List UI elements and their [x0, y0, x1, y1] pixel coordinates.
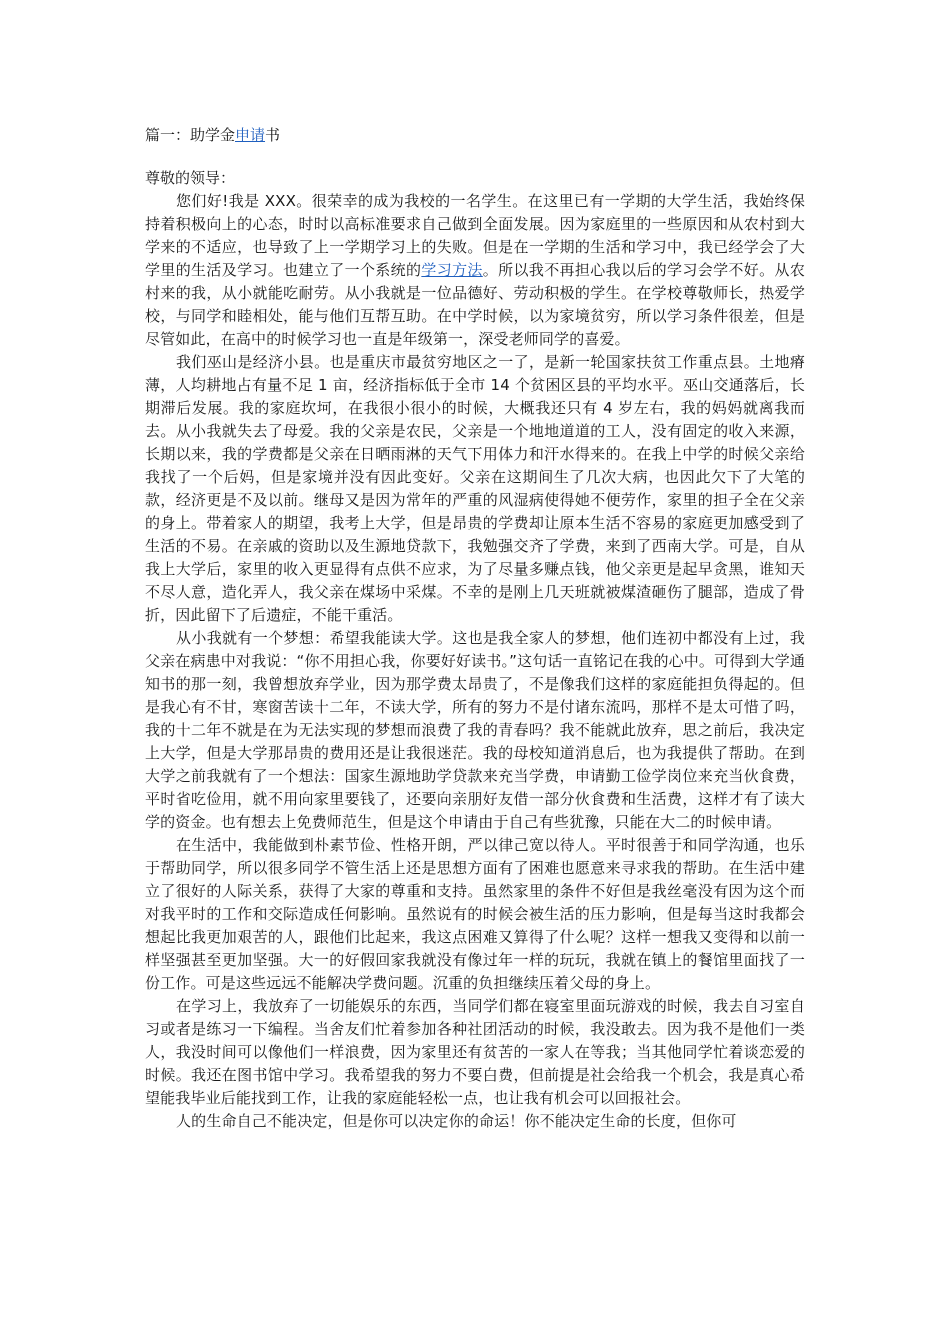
paragraph-1-text-a: 您们好!我是 XXX。很荣幸的成为我校的一名学生。在这里已有一学期的大学生活，我始终保持着积极向上的心态，时时以高标准要求自己做到全面发展。因为家庭里的一些原因和从农村到大学来的不适应，也导致了上一学期学习上的失败。但是在一学期的生活和学习中，我已经学会了大学里的生活及学习。也建立了一个系统的 — [145, 192, 805, 279]
paragraph-5: 在学习上，我放弃了一切能娱乐的东西，当同学们都在寝室里面玩游戏的时候，我去自习室自习或者是练习一下编程。当舍友们忙着参加各种社团活动的时候，我没敢去。因为我不是他们一类人，我没时间可以像他们一样浪费，因为家里还有贫苦的一家人在等我；当其他同学忙着谈恋爱的时候。我还在图书馆中学习。我希望我的努力不要白费，但前提是社会给我一个机会，我是真心希望能我毕业后能找到工作，让我的家庭能轻松一点，也让我有机会可以回报社会。 — [145, 997, 805, 1107]
paragraph-1-text-b: 。所以我不再担心我以后的学习会学不好。从农村来的我，从小就能吃耐劳。从小我就是一位品德好、劳动积极的学生。在学校尊敬师长，热爱学校，与同学和睦相处，能与他们互帮互助。在中学时候，以为家境贫穷，所以学习条件很差，但是尽管如此，在高中的时候学习也一直是年级第一，深受老师同学的喜爱。 — [145, 261, 805, 348]
title-suffix: 书 — [265, 126, 281, 144]
document-title — [145, 124, 805, 146]
document-page — [145, 124, 805, 1133]
title-prefix: 篇一：助学金 — [145, 126, 236, 144]
study-method-link[interactable]: 学习方法 — [421, 261, 483, 279]
paragraph-4: 在生活中，我能做到朴素节俭、性格开朗，严以律己宽以待人。平时很善于和同学沟通，也乐于帮助同学，所以很多同学不管生活上还是思想方面有了困难也愿意来寻求我的帮助。在生活中建立了很好的人际关系，获得了大家的尊重和支持。虽然家里的条件不好但是我丝毫没有因为这个而对我平时的工作和交际造成任何影响。虽然说有的时候会被生活的压力影响，但是每当这时我都会想起比我更加艰苦的人，跟他们比起来，我这点困难又算得了什么呢？这样一想我又变得和以前一样坚强甚至更加坚强。大一的好假回家我就没有像过年一样的玩玩，我就在镇上的餐馆里面找了一份工作。可是这些远远不能解决学费问题。沉重的负担继续压着父母的身上。 — [145, 836, 805, 992]
paragraph-1 — [145, 190, 805, 351]
paragraph-3: 从小我就有一个梦想：希望我能读大学。这也是我全家人的梦想，他们连初中都没有上过，我父亲在病患中对我说：“你不用担心我，你要好好读书。”这句话一直铭记在我的心中。可得到大学通知书的那一刻，我曾想放弃学业，因为那学费太昂贵了，不是像我们这样的家庭能担负得起的。但是我心有不甘，寒窗苦读十二年，不读大学，所有的努力不是付诸东流吗，那样不是太可惜了吗，我的十二年不就是在为无法实现的梦想而浪费了我的青春吗？我不能就此放弃，思之前后，我决定上大学，但是大学那昂贵的费用还是让我很迷茫。我的母校知道消息后，也为我提供了帮助。在到大学之前我就有了一个想法：国家生源地助学贷款来充当学费，申请勤工俭学岗位来充当伙食费，平时省吃俭用，就不用向家里要钱了，还要向亲朋好友借一部分伙食费和生活费，这样才有了读大学的资金。也有想去上免费师范生，但是这个申请由于自己有些犹豫，只能在大二的时候申请。 — [145, 629, 805, 831]
title-link[interactable]: 申请 — [235, 126, 266, 144]
paragraph-6: 人的生命自己不能决定，但是你可以决定你的命运！你不能决定生命的长度，但你可 — [176, 1112, 737, 1130]
salutation: 尊敬的领导： — [145, 169, 236, 187]
paragraph-2: 我们巫山是经济小县。也是重庆市最贫穷地区之一了，是新一轮国家扶贫工作重点县。土地瘠薄，人均耕地占有量不足 1 亩，经济指标低于全市 14 个贫困区县的平均水平。巫山交通落后，长期滞后发展。我的家庭坎坷，在我很小很小的时候，大概我还只有 4 岁左右，我的妈妈就离我而去。从小我就失去了母爱。我的父亲是农民，父亲是一个地地道道的工人，没有固定的收入来源，长期以来，我的学费都是父亲在日晒雨淋的天气下用体力和汗水得来的。在我上中学的时候父亲给我找了一个后妈，但是家境并没有因此变好。父亲在这期间生了几次大病，也因此欠下了大笔的款，经济更是不及以前。继母又是因为常年的严重的风湿病使得她不便劳作，家里的担子全在父亲的身上。带着家人的期望，我考上大学，但是昂贵的学费却让原本生活不容易的家庭更加感受到了生活的不易。在亲戚的资助以及生源地贷款下，我勉强交齐了学费，来到了西南大学。可是，自从我上大学后，家里的收入更显得有点供不应求，为了尽量多赚点钱，他父亲更是起早贪黑，谁知天不尽人意，造化弄人，我父亲在煤场中采煤。不幸的是刚上几天班就被煤渣砸伤了腿部，造成了骨折，因此留下了后遗症，不能干重活。 — [145, 353, 805, 624]
